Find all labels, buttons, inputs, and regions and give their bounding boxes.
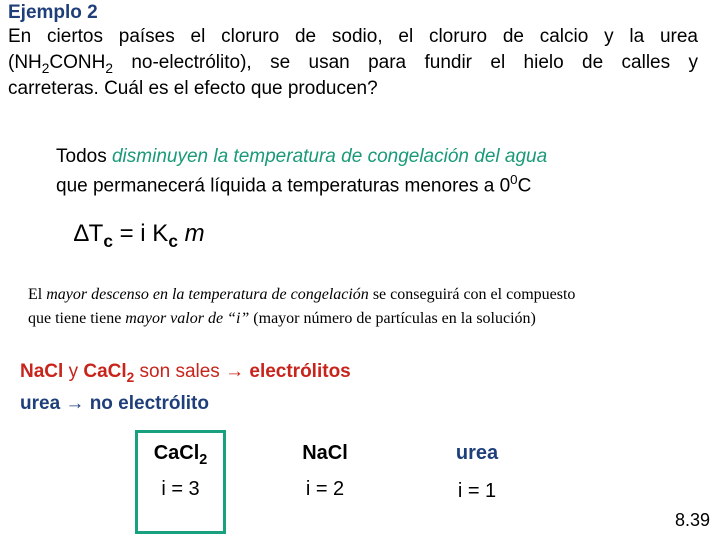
text-fragment: se conseguirá con el compuesto bbox=[368, 286, 576, 303]
italic-text: mayor descenso en la temperatura de congelación bbox=[46, 286, 369, 303]
problem-text-line-1: En ciertos países el cloruro de sodio, el cloruro de calcio y la urea bbox=[8, 26, 698, 47]
problem-text-line-3: carreteras. Cuál es el efecto que producen? bbox=[8, 78, 378, 99]
answer-statement-line-1 bbox=[56, 146, 547, 168]
subscript: c bbox=[103, 230, 113, 251]
non-electrolyte-line: urea → no electrólito bbox=[20, 393, 209, 414]
subscript: 2 bbox=[199, 452, 208, 468]
problem-text-line-2 bbox=[8, 52, 698, 76]
subscript: 2 bbox=[41, 60, 50, 76]
freezing-point-formula bbox=[74, 220, 205, 252]
compound-name-nacl: NaCl bbox=[302, 442, 348, 464]
text-fragment: CaCl bbox=[153, 442, 200, 464]
electrolytes-label: electrólitos bbox=[249, 361, 351, 382]
slide-title: Ejemplo 2 bbox=[8, 2, 98, 23]
text-fragment: (NH bbox=[8, 52, 42, 73]
answer-statement-line-2 bbox=[56, 172, 531, 197]
electrolytes-line bbox=[20, 361, 351, 385]
formula-middle: = i K bbox=[112, 220, 169, 247]
italic-text: mayor valor de “i” bbox=[125, 310, 250, 327]
text-fragment: CONH bbox=[49, 52, 106, 73]
subscript: 2 bbox=[126, 369, 135, 385]
subscript: c bbox=[168, 230, 178, 251]
note-line-2 bbox=[28, 310, 536, 328]
page-number: 8.39 bbox=[674, 510, 710, 530]
text-fragment: que tiene tiene bbox=[28, 310, 126, 327]
compound-name-urea: urea bbox=[455, 442, 499, 464]
text-fragment: y bbox=[63, 361, 84, 382]
vant-hoff-factor-urea: i = 1 bbox=[457, 480, 497, 502]
text-fragment: C bbox=[517, 175, 532, 197]
vant-hoff-factor-cacl2: i = 3 bbox=[161, 478, 200, 500]
compound-nacl: NaCl bbox=[20, 361, 64, 382]
formula-variable: m bbox=[177, 220, 205, 247]
text-fragment: no-electrólito), se usan para fundir el hielo de calles y bbox=[112, 52, 698, 73]
text-fragment: que permanecerá líquida a temperaturas menores a 0 bbox=[56, 175, 511, 197]
text-fragment: son sales → bbox=[134, 361, 250, 382]
note-line-1 bbox=[28, 286, 575, 304]
superscript: 0 bbox=[510, 172, 518, 187]
text-fragment: CaCl bbox=[83, 361, 127, 382]
text-fragment: (mayor número de partículas en la solución) bbox=[249, 310, 536, 327]
text-fragment: El bbox=[28, 286, 47, 303]
text-fragment: Todos bbox=[56, 146, 112, 167]
vant-hoff-factor-nacl: i = 2 bbox=[305, 478, 345, 500]
compound-name-cacl2 bbox=[135, 442, 226, 468]
compound-cacl2 bbox=[83, 361, 135, 385]
highlighted-text: disminuyen la temperatura de congelación del agua bbox=[111, 146, 548, 167]
subscript: 2 bbox=[105, 60, 113, 76]
formula-delta: ∆T bbox=[74, 220, 104, 247]
